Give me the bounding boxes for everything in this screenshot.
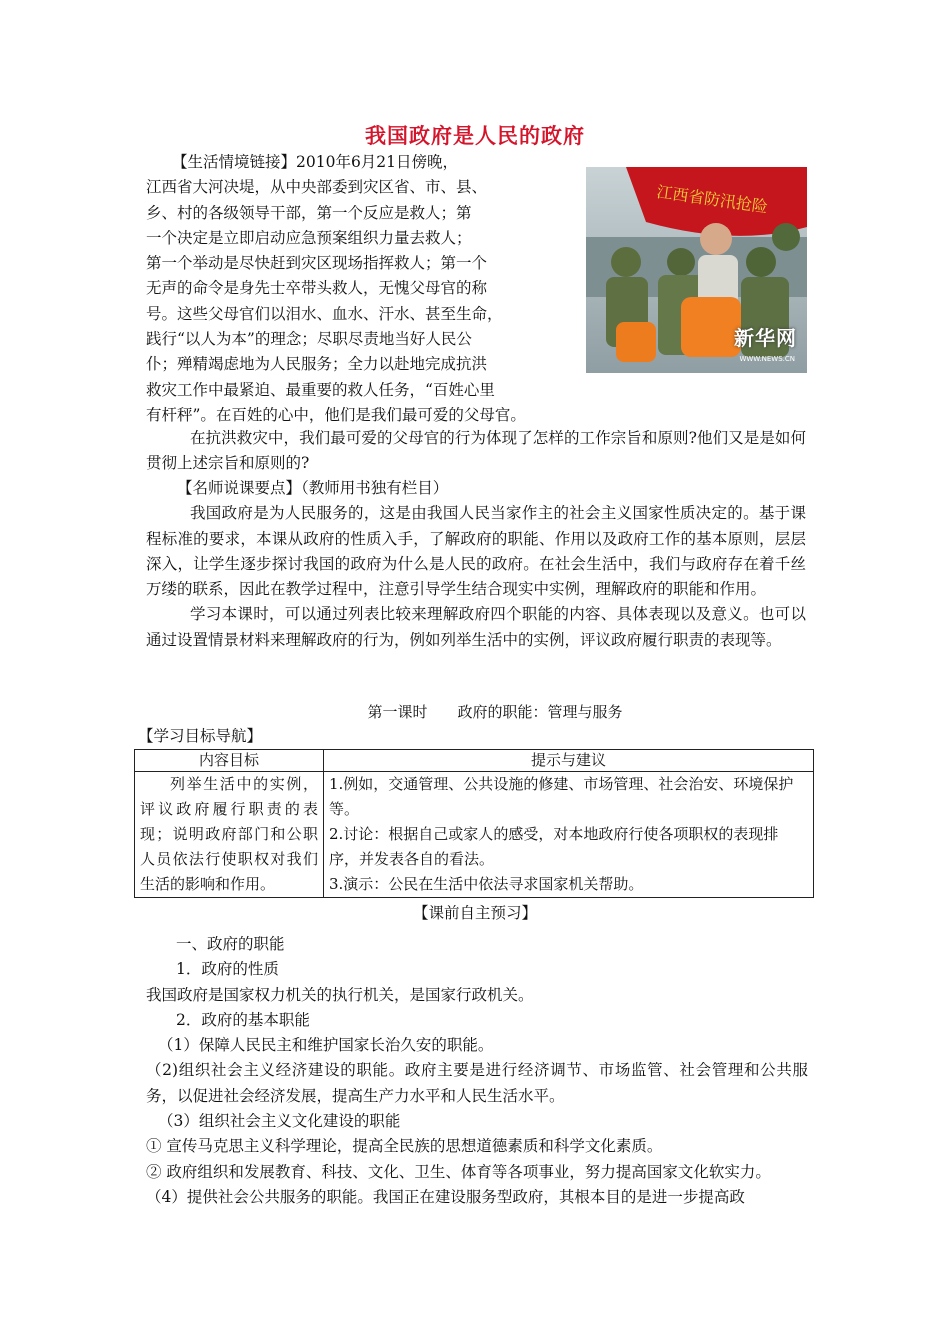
teacher-paragraph-1: 我国政府是为人民服务的，这是由我国人民当家作主的社会主义国家性质决定的。基于课程标准的要求，本课从政府的性质入手，了解政府的职能、作用以及政府工作的基本原则，层层深入，让学生逐步探讨我国的政府为什么是人民的政府。在社会生活中，我们与政府存在着千丝万缕的联系，因此在教学过程中，注意引导学生结合现实中实例，理解政府的职能和作用。: [146, 504, 806, 599]
intro-line: 仆；殚精竭虑地为人民服务；全力以赴地完成抗洪: [146, 355, 488, 374]
table-header-hints: 提示与建议: [324, 750, 814, 772]
section-1-heading: 一、政府的职能: [176, 935, 285, 953]
banner-text: 江西省防汛抢险: [655, 182, 770, 217]
subsection-1-text: 我国政府是国家权力机关的执行机关，是国家行政机关。: [146, 985, 534, 1004]
table-row: [135, 772, 814, 898]
intro-line: 号。这些父母官们以泪水、血水、汗水、甚至生命，: [146, 304, 503, 323]
hint-item: 3.演示：公民在生活中依法寻求国家机关帮助。: [329, 875, 644, 893]
learning-goals-table: [134, 749, 814, 898]
teacher-heading: 【名师说课要点】（教师用书独有栏目）: [177, 479, 449, 497]
intro-line: 践行“以人为本”的理念；尽职尽责地当好人民公: [146, 330, 472, 349]
life-scenario-passage: [146, 150, 558, 428]
function-3b: ② 政府组织和发展教育、科技、文化、卫生、体育等各项事业，努力提高国家文化软实力。: [146, 1162, 771, 1181]
table-header-content-goal: 内容目标: [135, 750, 324, 772]
watermark-url: WWW.NEWS.CN: [739, 355, 795, 363]
intro-line: 一个决定是立即启动应急预案组织力量去救人；: [146, 228, 472, 247]
intro-line: 有杆秤”。在百姓的心中，他们是我们最可爱的父母官。: [146, 405, 526, 424]
function-3: （3）组织社会主义文化建设的职能: [158, 1112, 401, 1131]
hint-item: 2.讨论：根据自己或家人的感受，对本地政府行使各项职权的表现排序，并发表各自的看法。: [329, 825, 779, 868]
intro-line: 【生活情境链接】2010年6月21日傍晚，: [172, 153, 459, 171]
hints-cell: [324, 772, 814, 898]
page-title: 我国政府是人民的政府: [365, 123, 585, 148]
teacher-paragraph-2: 学习本课时，可以通过列表比较来理解政府四个职能的内容、具体表现以及意义。也可以通过设置情景材料来理解政府的行为，例如列举生活中的实例，评议政府履行职责的表现等。: [146, 605, 806, 649]
question-paragraph: [146, 426, 806, 477]
content-goal-cell: [135, 772, 324, 898]
question-text: 在抗洪救灾中，我们最可爱的父母官的行为体现了怎样的工作宗旨和原则?他们又是是如何贯彻上述宗旨和原则的?: [146, 429, 806, 473]
goal-heading: 【学习目标导航】: [138, 727, 263, 745]
intro-line: 乡、村的各级领导干部，第一个反应是救人；第: [146, 203, 472, 222]
hint-item: 1.例如，交通管理、公共设施的修建、市场管理、社会治安、环境保护等。: [329, 775, 794, 818]
preview-heading: 【课前自主预习】: [412, 904, 537, 922]
subsection-2-heading: 2．政府的基本职能: [176, 1010, 310, 1029]
function-4: （4）提供社会公共服务的职能。我国正在建设服务型政府，其根本目的是进一步提高政: [146, 1187, 745, 1206]
preview-section: [146, 932, 808, 1210]
intro-line: 无声的命令是身先士卒带头救人，无愧父母官的称: [146, 279, 488, 298]
intro-line: 救灾工作中最紧迫、最重要的救人任务，“百姓心里: [146, 380, 495, 399]
intro-line: 江西省大河决堤，从中央部委到灾区省、市、县、: [146, 178, 488, 197]
intro-line: 第一个举动是尽快赶到灾区现场指挥救人；第一个: [146, 254, 488, 273]
function-3a: ① 宣传马克思主义科学理论，提高全民族的思想道德素质和科学文化素质。: [146, 1137, 663, 1156]
teacher-section: [146, 476, 806, 653]
lesson-heading: 第一课时 政府的职能：管理与服务: [367, 703, 623, 721]
subsection-1-heading: 1．政府的性质: [176, 960, 279, 979]
table-header-row: [135, 750, 814, 772]
function-1: （1）保障人民民主和维护国家长治久安的职能。: [158, 1036, 494, 1055]
function-2: （2)组织社会主义经济建设的职能。政府主要是进行经济调节、市场监管、社会管理和公共服务，以促进社会经济发展，提高生产力水平和人民生活水平。: [146, 1061, 808, 1105]
watermark-logo: 新华网: [734, 326, 797, 350]
flood-rescue-photo: [586, 167, 807, 373]
content-goal-text: 列举生活中的实例，评议政府履行职责的表现；说明政府部门和公职人员依法行使职权对我们生活的影响和作用。: [140, 775, 318, 893]
